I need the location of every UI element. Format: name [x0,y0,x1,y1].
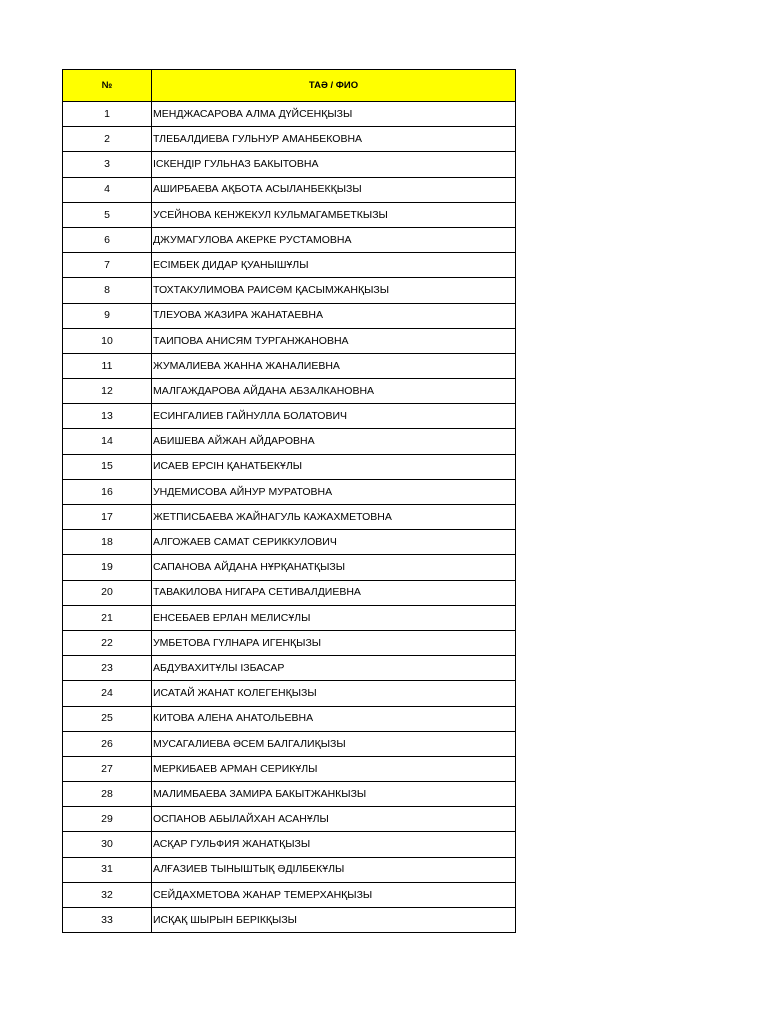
row-name-cell: МЕРКИБАЕВ АРМАН СЕРИКҰЛЫ [152,756,516,781]
row-number-cell: 8 [63,278,152,303]
row-number-cell: 18 [63,530,152,555]
table-row [63,656,516,681]
row-name-cell: ЕСИНГАЛИЕВ ГАЙНУЛЛА БОЛАТОВИЧ [152,404,516,429]
row-name-cell: ДЖУМАГУЛОВА АКЕРКЕ РУСТАМОВНА [152,227,516,252]
table-row [63,505,516,530]
row-number-cell: 31 [63,857,152,882]
row-number-cell: 16 [63,479,152,504]
row-name-cell: ЕНСЕБАЕВ ЕРЛАН МЕЛИСҰЛЫ [152,605,516,630]
row-name-cell: АЛГОЖАЕВ САМАТ СЕРИККУЛОВИЧ [152,530,516,555]
row-number-cell: 19 [63,555,152,580]
participants-table [62,69,516,933]
table-row [63,882,516,907]
spreadsheet-page [62,69,516,933]
row-name-cell: ТЛЕУОВА ЖАЗИРА ЖАНАТАЕВНА [152,303,516,328]
table-row [63,454,516,479]
row-name-cell: АЛҒАЗИЕВ ТЫНЫШТЫҚ ӘДІЛБЕКҰЛЫ [152,857,516,882]
row-number-cell: 32 [63,882,152,907]
row-number-cell: 7 [63,253,152,278]
row-name-cell: ТЛЕБАЛДИЕВА ГУЛЬНУР АМАНБЕКОВНА [152,127,516,152]
table-row [63,379,516,404]
row-number-cell: 23 [63,656,152,681]
row-name-cell: МАЛГАЖДАРОВА АЙДАНА АБЗАЛКАНОВНА [152,379,516,404]
table-row [63,202,516,227]
row-number-cell: 3 [63,152,152,177]
row-name-cell: УНДЕМИСОВА АЙНУР МУРАТОВНА [152,479,516,504]
table-row [63,832,516,857]
row-number-cell: 6 [63,227,152,252]
table-row [63,429,516,454]
row-number-cell: 11 [63,353,152,378]
row-name-cell: САПАНОВА АЙДАНА НҰРҚАНАТҚЫЗЫ [152,555,516,580]
table-row [63,227,516,252]
row-name-cell: АБДУВАХИТҰЛЫ ІЗБАСАР [152,656,516,681]
row-name-cell: УМБЕТОВА ГҮЛНАРА ИГЕНҚЫЗЫ [152,630,516,655]
row-number-cell: 25 [63,706,152,731]
row-name-cell: ІСКЕНДІР ГУЛЬНАЗ БАКЫТОВНА [152,152,516,177]
row-number-cell: 12 [63,379,152,404]
table-body [63,102,516,933]
row-name-cell: АСҚАР ГУЛЬФИЯ ЖАНАТҚЫЗЫ [152,832,516,857]
header-number-cell: № [63,70,152,102]
table-row [63,530,516,555]
row-name-cell: ЖЕТПИСБАЕВА ЖАЙНАГУЛЬ КАЖАХМЕТОВНА [152,505,516,530]
table-row [63,303,516,328]
row-name-cell: ОСПАНОВ АБЫЛАЙХАН АСАНҰЛЫ [152,807,516,832]
table-row [63,857,516,882]
table-row [63,253,516,278]
table-row [63,555,516,580]
table-row [63,681,516,706]
row-number-cell: 22 [63,630,152,655]
table-row [63,177,516,202]
row-number-cell: 13 [63,404,152,429]
row-name-cell: ИСАТАЙ ЖАНАТ КОЛЕГЕНҚЫЗЫ [152,681,516,706]
row-name-cell: СЕЙДАХМЕТОВА ЖАНАР ТЕМЕРХАНҚЫЗЫ [152,882,516,907]
table-row [63,807,516,832]
row-name-cell: МАЛИМБАЕВА ЗАМИРА БАКЫТЖАНКЫЗЫ [152,782,516,807]
row-name-cell: АШИРБАЕВА АҚБОТА АСЫЛАНБЕКҚЫЗЫ [152,177,516,202]
table-row [63,353,516,378]
table-header [63,70,516,102]
row-name-cell: ЖУМАЛИЕВА ЖАННА ЖАНАЛИЕВНА [152,353,516,378]
table-row [63,630,516,655]
table-row [63,278,516,303]
table-row [63,479,516,504]
table-row [63,328,516,353]
row-name-cell: КИТОВА АЛЕНА АНАТОЛЬЕВНА [152,706,516,731]
row-number-cell: 21 [63,605,152,630]
row-number-cell: 20 [63,580,152,605]
row-number-cell: 2 [63,127,152,152]
row-number-cell: 29 [63,807,152,832]
row-number-cell: 28 [63,782,152,807]
row-number-cell: 9 [63,303,152,328]
table-row [63,152,516,177]
table-row [63,756,516,781]
header-row [63,70,516,102]
row-number-cell: 27 [63,756,152,781]
row-number-cell: 30 [63,832,152,857]
table-row [63,605,516,630]
row-number-cell: 4 [63,177,152,202]
row-number-cell: 33 [63,908,152,933]
table-row [63,102,516,127]
row-name-cell: ТОХТАКУЛИМОВА РАИСӘМ ҚАСЫМЖАНҚЫЗЫ [152,278,516,303]
row-name-cell: АБИШЕВА АЙЖАН АЙДАРОВНА [152,429,516,454]
row-name-cell: ТАИПОВА АНИСЯМ ТУРГАНЖАНОВНА [152,328,516,353]
table-row [63,580,516,605]
table-row [63,706,516,731]
table-row [63,127,516,152]
table-row [63,782,516,807]
row-name-cell: МУСАГАЛИЕВА ӘСЕМ БАЛГАЛИҚЫЗЫ [152,731,516,756]
row-number-cell: 15 [63,454,152,479]
row-name-cell: ЕСІМБЕК ДИДАР ҚУАНЫШҰЛЫ [152,253,516,278]
table-row [63,731,516,756]
row-number-cell: 17 [63,505,152,530]
row-number-cell: 24 [63,681,152,706]
row-name-cell: МЕНДЖАСАРОВА АЛМА ДҮЙСЕНҚЫЗЫ [152,102,516,127]
row-name-cell: ТАВАКИЛОВА НИГАРА СЕТИВАЛДИЕВНА [152,580,516,605]
row-name-cell: ИСҚАҚ ШЫРЫН БЕРІКҚЫЗЫ [152,908,516,933]
row-name-cell: ИСАЕВ ЕРСІН ҚАНАТБЕКҰЛЫ [152,454,516,479]
table-row [63,404,516,429]
row-name-cell: УСЕЙНОВА КЕНЖЕКУЛ КУЛЬМАГАМБЕТКЫЗЫ [152,202,516,227]
row-number-cell: 10 [63,328,152,353]
header-name-cell: ТАӘ / ФИО [152,70,516,102]
row-number-cell: 5 [63,202,152,227]
row-number-cell: 26 [63,731,152,756]
row-number-cell: 1 [63,102,152,127]
row-number-cell: 14 [63,429,152,454]
table-row [63,908,516,933]
